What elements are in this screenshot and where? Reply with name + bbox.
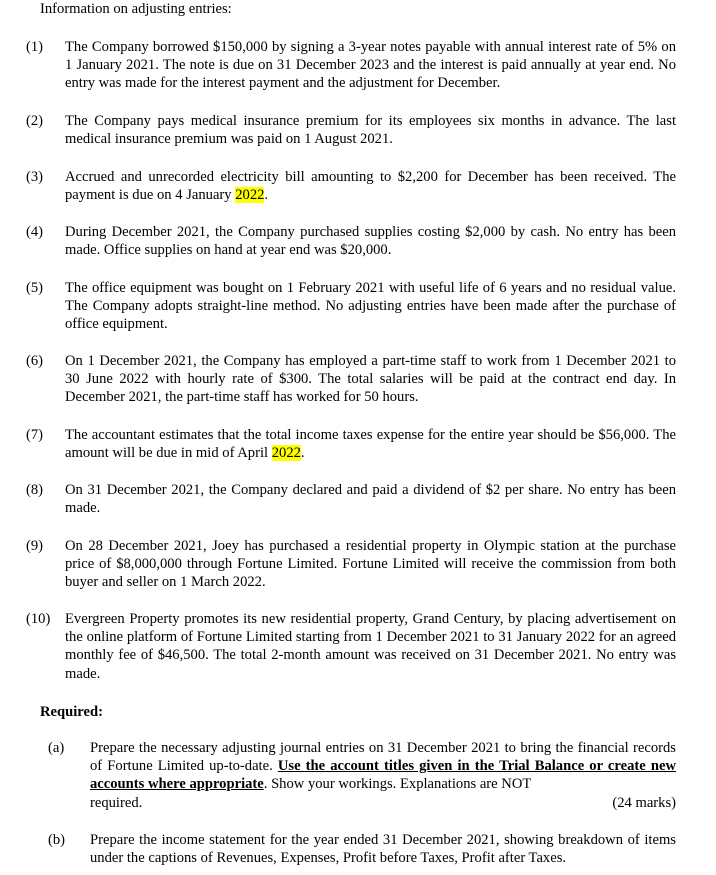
section-heading: Information on adjusting entries: xyxy=(40,1,232,17)
list-item xyxy=(26,168,676,204)
list-item xyxy=(26,223,676,259)
item-text: The Company borrowed $150,000 by signing a 3-year notes payable with annual interest rate of 5% on 1 January 2021. The note is due on 31 December 2023 and the interest is paid annually at year end. No entry was made for the interest payment and the adjustment for December. xyxy=(65,39,676,92)
item-number: (4) xyxy=(26,224,44,240)
highlighted-year: 2022 xyxy=(271,445,301,462)
item-text: Evergreen Property promotes its new residential property, Grand Century, by placing advertisement on the online platform of Fortune Limited starting from 1 December 2021 to 31 January 2022 for an agreed monthly fee of $46,500. The total 2-month amount was received on 31 December 2021. No entry was made. xyxy=(65,611,676,682)
item-text: Prepare the income statement for the year ended 31 December 2021, showing breakdown of items under the captions of Revenues, Expenses, Profit before Taxes, Profit after Taxes. xyxy=(90,832,676,867)
list-item xyxy=(26,481,676,517)
item-number: (5) xyxy=(26,280,44,296)
underlined-instruction: Use the account titles given in the Trial Balance or create new accounts where appropriate xyxy=(90,758,676,793)
item-number: (3) xyxy=(26,169,44,185)
item-number: (8) xyxy=(26,482,44,498)
list-item xyxy=(26,610,676,683)
item-text: Prepare the necessary adjusting journal entries on 31 December 2021 to bring the financial records of Fortune Limited up-to-date. Use the account titles given in the Trial Balance or create new accounts where appropriate. Show your workings. Explanations are NOT required. (24 marks) xyxy=(90,740,676,811)
item-text: The office equipment was bought on 1 February 2021 with useful life of 6 years and no residual value. The Company adopts straight-line method. No adjusting entries have been made after the purchase of office equipment. xyxy=(65,280,676,333)
list-item xyxy=(26,279,676,334)
list-item xyxy=(26,38,676,93)
marks: (24 marks) xyxy=(612,794,676,811)
item-number: (b) xyxy=(48,832,66,848)
requirement-b xyxy=(48,831,676,867)
item-text: During December 2021, the Company purchased supplies costing $2,000 by cash. No entry has been made. Office supplies on hand at year end was $20,000. xyxy=(65,224,676,259)
list-item xyxy=(26,426,676,462)
item-text: The accountant estimates that the total income taxes expense for the entire year should be $56,000. The amount will be due in mid of April 2022. xyxy=(65,427,676,462)
item-text: Accrued and unrecorded electricity bill amounting to $2,200 for December has been received. The payment is due on 4 January 2022. xyxy=(65,169,676,204)
item-number: (10) xyxy=(26,611,51,627)
item-text: On 28 December 2021, Joey has purchased a residential property in Olympic station at the purchase price of $8,000,000 through Fortune Limited. Fortune Limited will receive the commission from both buyer and seller on 1 March 2022. xyxy=(65,538,676,591)
item-number: (9) xyxy=(26,538,44,554)
list-item xyxy=(26,537,676,592)
item-number: (6) xyxy=(26,353,44,369)
required-heading: Required: xyxy=(40,704,103,720)
item-text: The Company pays medical insurance premium for its employees six months in advance. The last medical insurance premium was paid on 1 August 2021. xyxy=(65,113,676,148)
item-text: On 31 December 2021, the Company declared and paid a dividend of $2 per share. No entry has been made. xyxy=(65,482,676,517)
highlighted-year: 2022 xyxy=(235,187,265,204)
item-text: On 1 December 2021, the Company has employed a part-time staff to work from 1 December 2021 to 30 June 2022 with hourly rate of $300. The total salaries will be paid at the contract end day. In December 2021, the part-time staff has worked for 50 hours. xyxy=(65,353,676,406)
item-number: (7) xyxy=(26,427,44,443)
item-number: (2) xyxy=(26,113,44,129)
requirement-a xyxy=(48,739,676,812)
item-number: (a) xyxy=(48,740,65,756)
list-item xyxy=(26,112,676,148)
list-item xyxy=(26,352,676,407)
item-number: (1) xyxy=(26,39,44,55)
